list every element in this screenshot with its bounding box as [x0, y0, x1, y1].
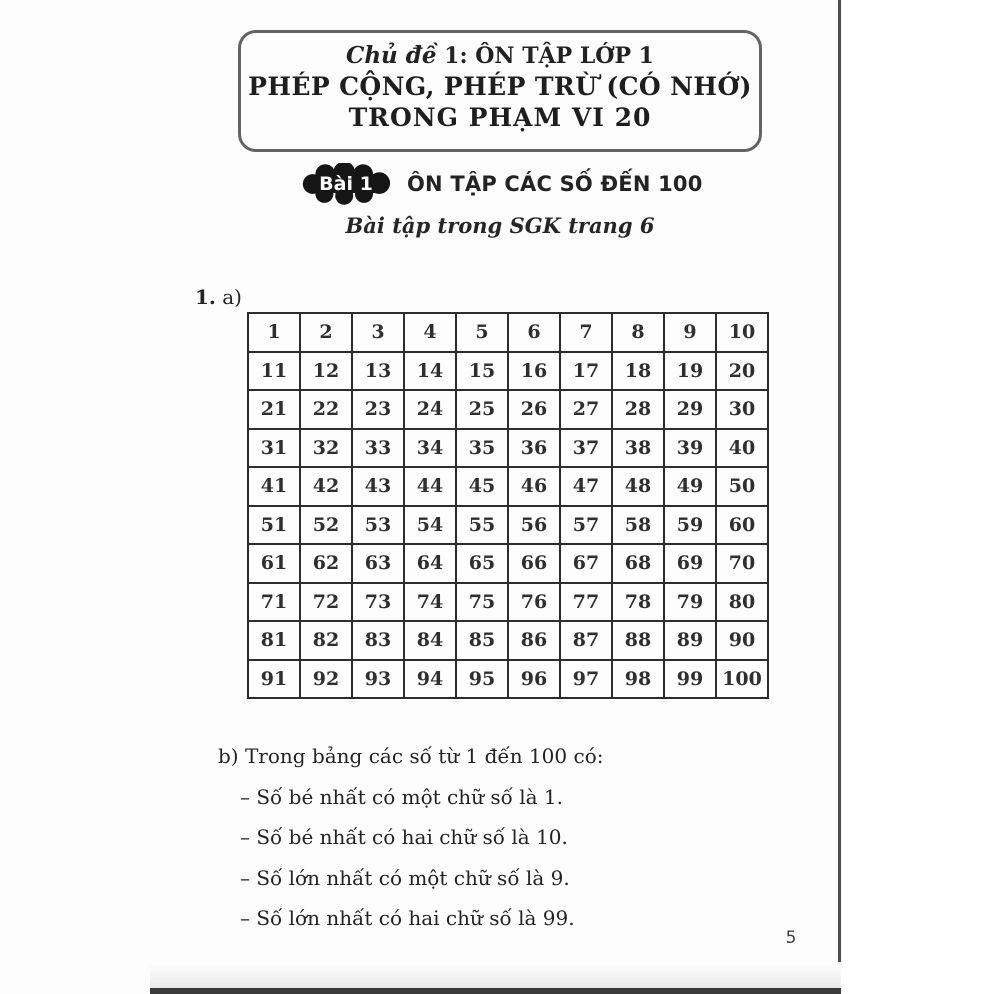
number-cell: 38: [612, 429, 664, 468]
table-row: [248, 660, 768, 699]
number-cell: 97: [560, 660, 612, 699]
number-cell: 46: [508, 467, 560, 506]
number-cell: 74: [404, 583, 456, 622]
number-cell: 45: [456, 467, 508, 506]
number-cell: 69: [664, 544, 716, 583]
table-row: [248, 583, 768, 622]
number-cell: 100: [716, 660, 768, 699]
number-cell: 40: [716, 429, 768, 468]
number-cell: 6: [508, 313, 560, 352]
number-cell: 29: [664, 390, 716, 429]
number-cell: 89: [664, 621, 716, 660]
scan-bottom-bar: [150, 988, 841, 994]
exercise-label: [195, 285, 242, 309]
table-row: [248, 544, 768, 583]
number-cell: 80: [716, 583, 768, 622]
chapter-line-2: PHÉP CỘNG, PHÉP TRỪ (CÓ NHỚ): [248, 72, 752, 101]
part-b-item: – Số bé nhất có một chữ số là 1.: [240, 784, 563, 809]
number-cell: 44: [404, 467, 456, 506]
number-cell: 67: [560, 544, 612, 583]
number-cell: 48: [612, 467, 664, 506]
number-cell: 3: [352, 313, 404, 352]
number-cell: 7: [560, 313, 612, 352]
number-cell: 27: [560, 390, 612, 429]
number-cell: 92: [300, 660, 352, 699]
part-b-item: – Số bé nhất có hai chữ số là 10.: [240, 825, 568, 849]
number-cell: 39: [664, 429, 716, 468]
number-cell: 87: [560, 621, 612, 660]
number-cell: 94: [404, 660, 456, 699]
number-cell: 35: [456, 429, 508, 468]
number-cell: 53: [352, 506, 404, 545]
number-cell: 58: [612, 506, 664, 545]
page-edge-line: [838, 0, 841, 990]
number-cell: 17: [560, 352, 612, 391]
chapter-title-box: [238, 30, 762, 152]
number-cell: 16: [508, 352, 560, 391]
number-cell: 47: [560, 467, 612, 506]
part-b-section: [218, 744, 603, 930]
number-cell: 56: [508, 506, 560, 545]
part-b-item: – Số lớn nhất có hai chữ số là 99.: [240, 906, 575, 930]
number-cell: 68: [612, 544, 664, 583]
number-cell: 2: [300, 313, 352, 352]
number-cell: 4: [404, 313, 456, 352]
table-row: [248, 506, 768, 545]
number-cell: 50: [716, 467, 768, 506]
number-cell: 86: [508, 621, 560, 660]
number-cell: 83: [352, 621, 404, 660]
number-cell: 14: [404, 352, 456, 391]
number-cell: 77: [560, 583, 612, 622]
number-cell: 19: [664, 352, 716, 391]
number-cell: 33: [352, 429, 404, 468]
number-cell: 59: [664, 506, 716, 545]
number-cell: 9: [664, 313, 716, 352]
part-b-intro: b) Trong bảng các số từ 1 đến 100 có:: [218, 744, 604, 768]
number-cell: 34: [404, 429, 456, 468]
number-cell: 60: [716, 506, 768, 545]
table-row: [248, 467, 768, 506]
number-cell: 36: [508, 429, 560, 468]
number-cell: 81: [248, 621, 300, 660]
number-cell: 43: [352, 467, 404, 506]
numbers-table-body: [248, 313, 768, 698]
table-row: [248, 352, 768, 391]
number-cell: 98: [612, 660, 664, 699]
number-cell: 51: [248, 506, 300, 545]
exercise-number: 1.: [195, 285, 216, 309]
lesson-badge: [301, 163, 391, 205]
lesson-subtitle: Bài tập trong SGK trang 6: [345, 213, 655, 238]
number-cell: 15: [456, 352, 508, 391]
page-bottom-shadow: [150, 962, 841, 989]
number-cell: 5: [456, 313, 508, 352]
number-cell: 12: [300, 352, 352, 391]
number-cell: 91: [248, 660, 300, 699]
number-cell: 82: [300, 621, 352, 660]
number-cell: 37: [560, 429, 612, 468]
number-cell: 26: [508, 390, 560, 429]
number-cell: 41: [248, 467, 300, 506]
scan-background-strip: [841, 0, 994, 994]
number-cell: 75: [456, 583, 508, 622]
number-cell: 28: [612, 390, 664, 429]
number-cell: 23: [352, 390, 404, 429]
number-cell: 66: [508, 544, 560, 583]
number-cell: 90: [716, 621, 768, 660]
number-cell: 11: [248, 352, 300, 391]
number-cell: 79: [664, 583, 716, 622]
number-cell: 99: [664, 660, 716, 699]
lesson-title: ÔN TẬP CÁC SỐ ĐẾN 100: [407, 172, 703, 196]
table-row: [248, 390, 768, 429]
number-cell: 95: [456, 660, 508, 699]
table-row: [248, 621, 768, 660]
number-cell: 61: [248, 544, 300, 583]
number-cell: 20: [716, 352, 768, 391]
number-cell: 96: [508, 660, 560, 699]
number-cell: 31: [248, 429, 300, 468]
number-cell: 54: [404, 506, 456, 545]
number-cell: 70: [716, 544, 768, 583]
part-b-item: – Số lớn nhất có một chữ số là 9.: [240, 865, 570, 890]
number-cell: 8: [612, 313, 664, 352]
number-cell: 84: [404, 621, 456, 660]
number-cell: 55: [456, 506, 508, 545]
number-cell: 1: [248, 313, 300, 352]
number-cell: 76: [508, 583, 560, 622]
number-cell: 64: [404, 544, 456, 583]
number-cell: 25: [456, 390, 508, 429]
number-cell: 22: [300, 390, 352, 429]
number-cell: 30: [716, 390, 768, 429]
table-row: [248, 313, 768, 352]
number-cell: 49: [664, 467, 716, 506]
number-cell: 93: [352, 660, 404, 699]
number-cell: 63: [352, 544, 404, 583]
table-row: [248, 429, 768, 468]
number-cell: 57: [560, 506, 612, 545]
number-cell: 10: [716, 313, 768, 352]
chapter-line-1: [241, 42, 759, 69]
number-cell: 18: [612, 352, 664, 391]
number-cell: 88: [612, 621, 664, 660]
numbers-table: [247, 312, 769, 699]
lesson-badge-label: Bài 1: [319, 172, 373, 195]
chapter-topic-label: Chủ đề: [346, 42, 437, 69]
number-cell: 73: [352, 583, 404, 622]
chapter-line-3: TRONG PHẠM VI 20: [348, 103, 652, 132]
number-cell: 65: [456, 544, 508, 583]
number-cell: 24: [404, 390, 456, 429]
exercise-part-a: a): [222, 285, 242, 309]
number-cell: 52: [300, 506, 352, 545]
number-cell: 13: [352, 352, 404, 391]
number-cell: 85: [456, 621, 508, 660]
number-cell: 21: [248, 390, 300, 429]
number-cell: 78: [612, 583, 664, 622]
page-number: 5: [785, 928, 797, 948]
number-cell: 62: [300, 544, 352, 583]
number-cell: 71: [248, 583, 300, 622]
lesson-header: [301, 163, 703, 205]
number-cell: 32: [300, 429, 352, 468]
chapter-topic-rest: 1: ÔN TẬP LỚP 1: [444, 43, 654, 69]
number-cell: 42: [300, 467, 352, 506]
number-cell: 72: [300, 583, 352, 622]
